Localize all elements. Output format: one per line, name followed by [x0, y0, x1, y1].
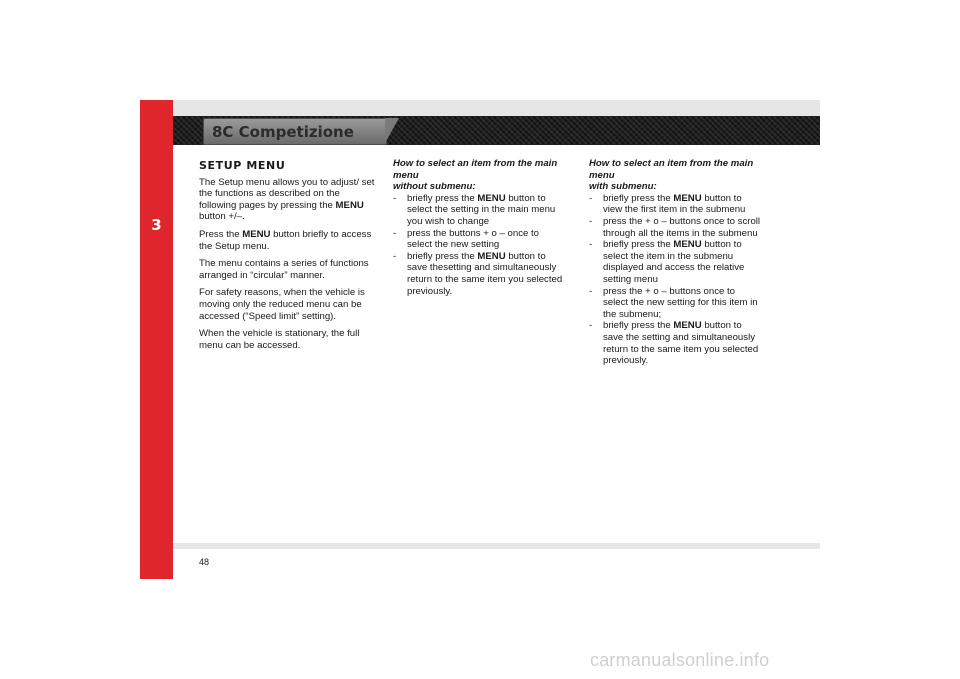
list-item: - press the + o – buttons once to select the new setting for this item in the submenu; — [589, 285, 758, 320]
logo-edge — [385, 118, 399, 143]
with-submenu-heading: How to select an item from the main menu with submenu: — [589, 158, 754, 193]
without-submenu-steps — [393, 193, 565, 297]
list-item: - briefly press the MENU button to select the setting in the main menu you wish to change — [393, 192, 556, 227]
list-item: - briefly press the MENU button to view the first item in the submenu — [589, 192, 746, 216]
without-submenu-heading: How to select an item from the main menu without submenu: — [393, 158, 558, 193]
menu-keyword: MENU — [673, 320, 702, 332]
setup-menu-column — [199, 158, 377, 357]
page-number: 48 — [199, 557, 210, 567]
logo-text: 8C Competizione — [212, 123, 354, 141]
list-item: - briefly press the MENU button to save the setting and simultaneously return to the same item you selected previously. — [589, 320, 759, 367]
header-banner — [173, 116, 820, 145]
header-strip — [173, 100, 820, 116]
logo-graphic — [204, 119, 386, 144]
with-submenu-column — [589, 158, 761, 367]
chapter-number: 3 — [151, 216, 162, 234]
list-item: - briefly press the MENU button to select the item in the submenu displayed and access the relative setting menu — [589, 239, 745, 285]
circular-paragraph: The menu contains a series of functions arranged in “circular” manner. — [199, 258, 369, 281]
menu-keyword: MENU — [335, 199, 364, 211]
list-item: - press the + o – buttons once to scroll through all the items in the submenu — [589, 215, 761, 239]
list-item: - press the buttons + o – once to select the new setting — [393, 227, 540, 251]
without-submenu-column — [393, 158, 565, 297]
section-title: SETUP MENU — [199, 159, 286, 172]
watermark: carmanualsonline.info — [590, 650, 770, 670]
menu-keyword: MENU — [477, 192, 506, 204]
with-submenu-steps — [589, 193, 761, 367]
menu-keyword: MENU — [242, 228, 271, 240]
safety-paragraph: For safety reasons, when the vehicle is moving only the reduced menu can be accessed (“Speed limit” setting). — [199, 287, 365, 322]
menu-keyword: MENU — [673, 239, 702, 251]
stationary-paragraph: When the vehicle is stationary, the full menu can be accessed. — [199, 328, 360, 351]
intro-paragraph: The Setup menu allows you to adjust/ set the functions as described on the following pages by pressing the MENU button +/–. — [199, 176, 375, 223]
chapter-bar — [140, 100, 173, 579]
list-item: - briefly press the MENU button to save thesetting and simultaneously return to the same item you selected previously. — [393, 250, 563, 297]
access-paragraph: Press the MENU button briefly to access the Setup menu. — [199, 228, 372, 252]
brand-logo — [203, 118, 387, 145]
footer-strip — [173, 543, 820, 549]
menu-keyword: MENU — [673, 192, 702, 204]
menu-keyword: MENU — [477, 250, 506, 262]
